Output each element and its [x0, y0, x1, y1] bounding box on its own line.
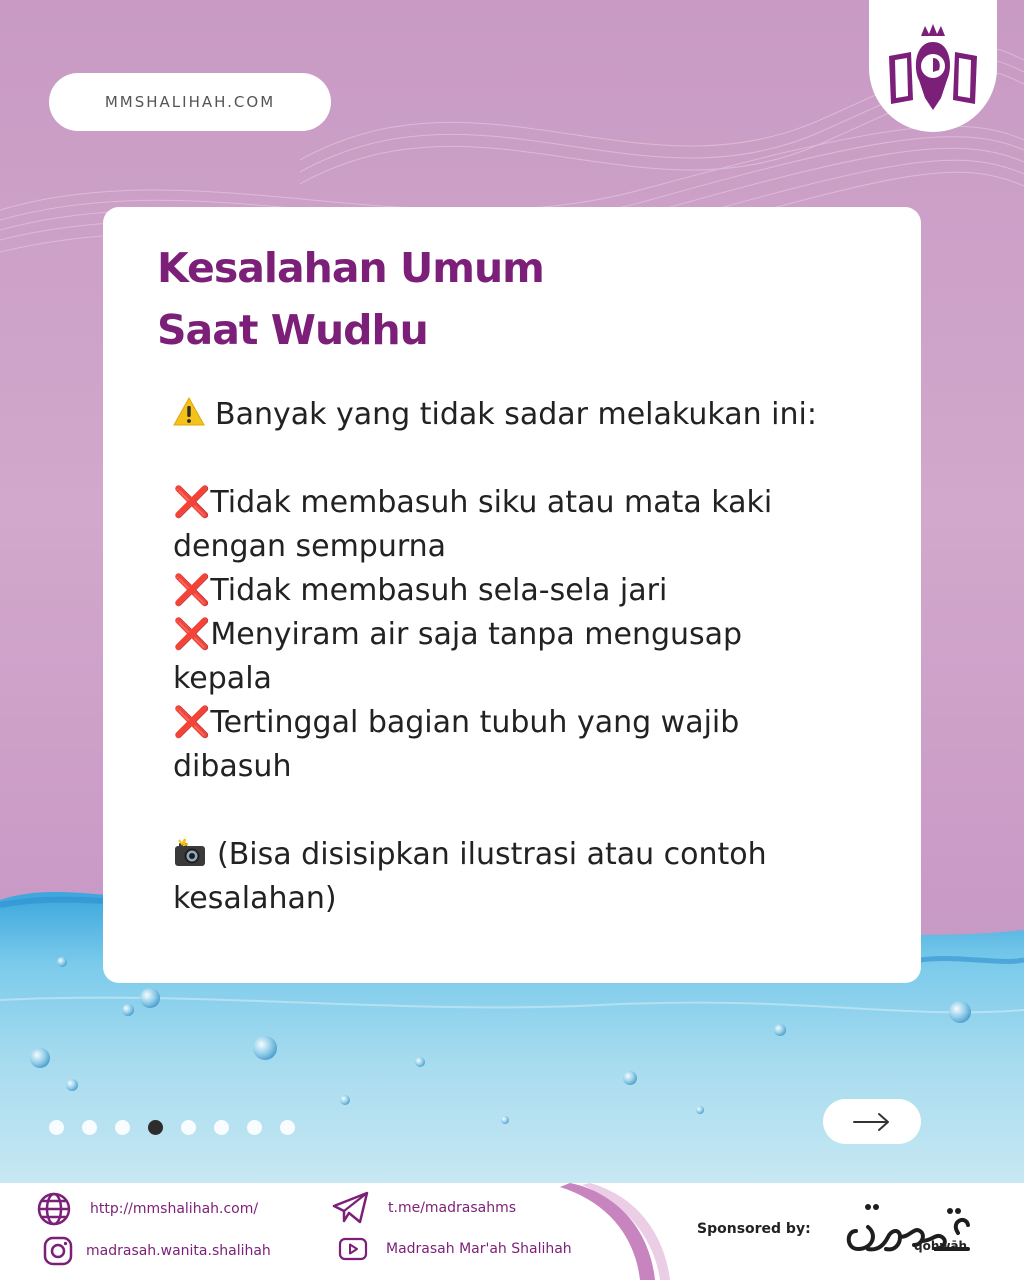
footer-instagram-text: madrasah.wanita.shalihah — [86, 1243, 271, 1259]
sponsored-by-label: Sponsored by: — [697, 1221, 811, 1237]
cross-mark-icon: ❌ — [173, 617, 211, 652]
cross-mark-icon: ❌ — [173, 705, 211, 740]
spacer — [173, 437, 873, 481]
footer-swoosh-decoration — [560, 1183, 680, 1280]
card-body — [173, 393, 873, 921]
note-text: (Bisa disisipkan ilustrasi atau contoh — [217, 837, 767, 872]
telegram-icon — [332, 1191, 370, 1225]
mistake-text: Menyiram air saja tanpa mengusap — [210, 617, 743, 652]
mistake-text: Tidak membasuh sela-sela jari — [210, 573, 668, 608]
footer-telegram[interactable] — [332, 1191, 516, 1225]
footer-website[interactable] — [36, 1191, 258, 1227]
instagram-icon — [42, 1235, 74, 1267]
mistake-item — [173, 701, 873, 745]
mistake-text-cont: dibasuh — [173, 749, 292, 784]
mistake-item — [173, 613, 873, 657]
card-title-line-1: Kesalahan Umum — [157, 244, 544, 292]
carousel-dots — [49, 1120, 295, 1135]
card-title — [157, 237, 544, 361]
footer-website-text: http://mmshalihah.com/ — [90, 1201, 259, 1217]
content-card — [103, 207, 921, 983]
mistake-item — [173, 481, 873, 525]
card-title-line-2: Saat Wudhu — [157, 306, 428, 354]
intro-text: Banyak yang tidak sadar melakukan ini: — [215, 397, 817, 432]
youtube-icon — [338, 1237, 368, 1261]
footer-instagram[interactable] — [42, 1235, 271, 1267]
next-slide-button[interactable] — [823, 1099, 921, 1144]
cross-mark-icon: ❌ — [173, 573, 211, 608]
mistake-text-cont: kepala — [173, 661, 272, 696]
intro-line — [173, 393, 873, 437]
footer-youtube[interactable] — [338, 1237, 572, 1261]
site-url-pill[interactable]: MMSHALIHAH.COM — [49, 73, 331, 131]
note-text-cont: kesalahan) — [173, 881, 337, 916]
carousel-dot[interactable] — [115, 1120, 130, 1135]
carousel-dot[interactable] — [280, 1120, 295, 1135]
spacer — [173, 789, 873, 833]
carousel-dot[interactable] — [214, 1120, 229, 1135]
mistake-text: Tidak membasuh siku atau mata kaki — [210, 485, 773, 520]
cross-mark-icon: ❌ — [173, 485, 211, 520]
camera-flash-icon — [173, 838, 207, 868]
note-line — [173, 833, 873, 877]
warning-icon — [173, 396, 205, 428]
qohwah-name: qohwāh — [914, 1239, 968, 1253]
qohwah-logo — [838, 1191, 978, 1271]
carousel-dot[interactable] — [82, 1120, 97, 1135]
logo-badge — [869, 0, 997, 132]
carousel-dot[interactable] — [247, 1120, 262, 1135]
globe-icon — [36, 1191, 72, 1227]
footer-bar — [0, 1183, 1024, 1280]
footer-telegram-text: t.me/madrasahms — [388, 1200, 517, 1216]
madrasah-logo-icon — [881, 16, 985, 116]
carousel-dot-active[interactable] — [148, 1120, 163, 1135]
carousel-dot[interactable] — [181, 1120, 196, 1135]
mistake-text: Tertinggal bagian tubuh yang wajib — [210, 705, 740, 740]
carousel-dot[interactable] — [49, 1120, 64, 1135]
arrow-right-icon — [852, 1112, 892, 1132]
mistake-item — [173, 569, 873, 613]
footer-youtube-text: Madrasah Mar'ah Shalihah — [386, 1241, 572, 1257]
mistake-text-cont: dengan sempurna — [173, 529, 447, 564]
